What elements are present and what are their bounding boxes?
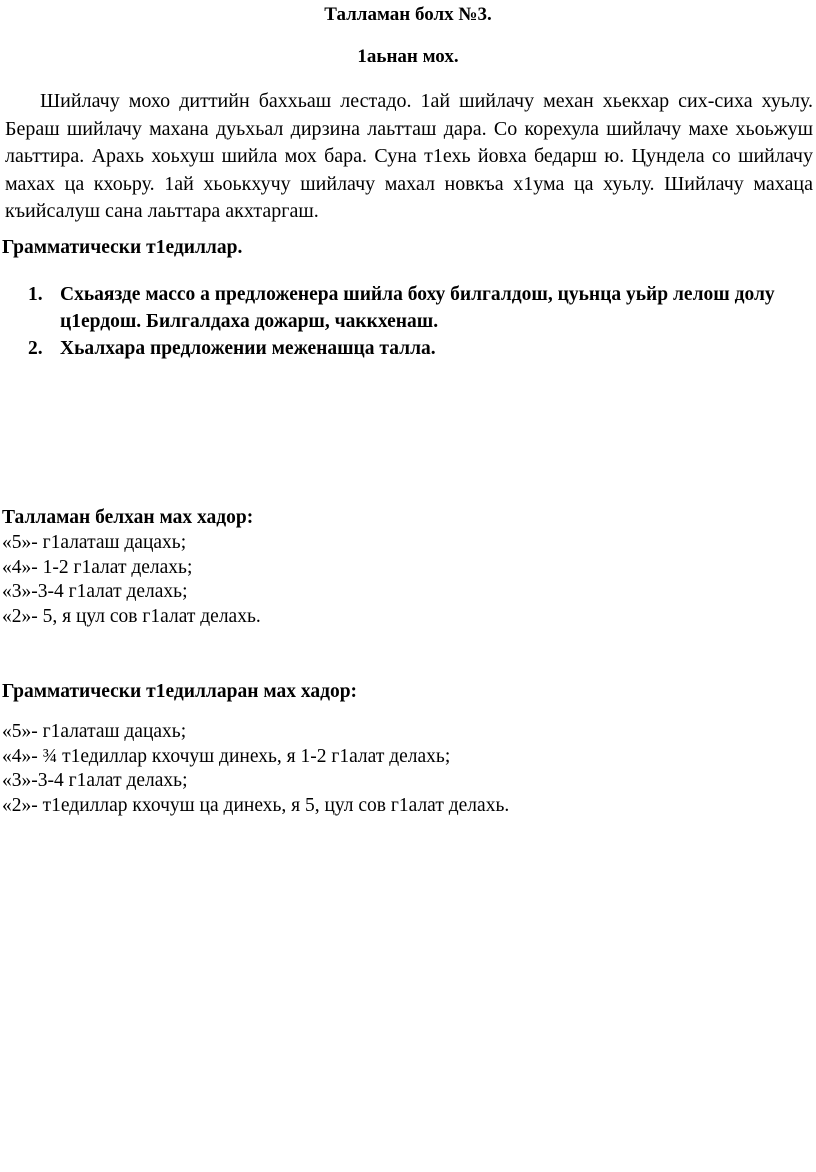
list-item-number: 1. [28, 284, 43, 305]
grading-line: «5»- г1алаташ дацахь; [2, 532, 187, 553]
list-item-number: 2. [28, 338, 43, 359]
list-item-text: Хьалхара предложении меженашца талла. [60, 338, 436, 359]
list-item-text: Схьаязде массо а предложенера шийла боху билгалдош, цуьнца уьйр лелош долу ц1ердош. Билгалдаха дожарш, чаккхенаш. [60, 284, 775, 332]
grammar-grading-heading: Грамматически т1едилларан мах хадор: [2, 681, 358, 702]
grading-line: «2»- 5, я цул сов г1алат делахь. [2, 605, 261, 627]
dictation-grading-heading: Талламан белхан мах хадор: [2, 507, 254, 528]
grading-line: «3»-3-4 г1алат делахь; [2, 770, 188, 791]
grading-line: «2»- т1едиллар кхочуш ца динехь, я 5, цул сов г1алат делахь. [2, 794, 510, 816]
grading-line: «4»- ¾ т1едиллар кхочуш динехь, я 1-2 г1алат делахь; [2, 745, 451, 767]
grammar-task-heading: Грамматически т1едиллар. [2, 237, 243, 258]
grading-line: «4»- 1-2 г1алат делахь; [2, 556, 193, 578]
grading-line: «5»- г1алаташ дацахь; [2, 721, 187, 742]
grading-line: «3»-3-4 г1алат делахь; [2, 581, 188, 602]
document-title: Талламан болх №3. [324, 4, 492, 25]
grammar-grading-list [2, 720, 509, 818]
grammar-task-list [28, 281, 808, 362]
dictation-text: Шийлачу мохо диттийн баххьаш лестадо. 1ай шийлачу механ хьекхар сих-сиха хуьлу. Бераш шийлачу махана дуьхьал дирзина лаьтташ дара. Со корехула шийлачу махе хьоьжуш лаьттира. Арахь хоьхуш шийла мох бара. Суна т1ехь йовха бедарш ю. Цундела со шийлачу махах ца кхоьру. 1ай хьоькхучу шийлачу махал новкъа х1ума ца хуьлу. Шийлачу махаца къийсалуш сана лаьттара акхтаргаш. [5, 90, 813, 222]
list-item [28, 335, 808, 362]
dictation-grading-list [2, 531, 261, 629]
document-subtitle: 1аьнан мох. [357, 46, 459, 67]
list-item [28, 281, 808, 335]
